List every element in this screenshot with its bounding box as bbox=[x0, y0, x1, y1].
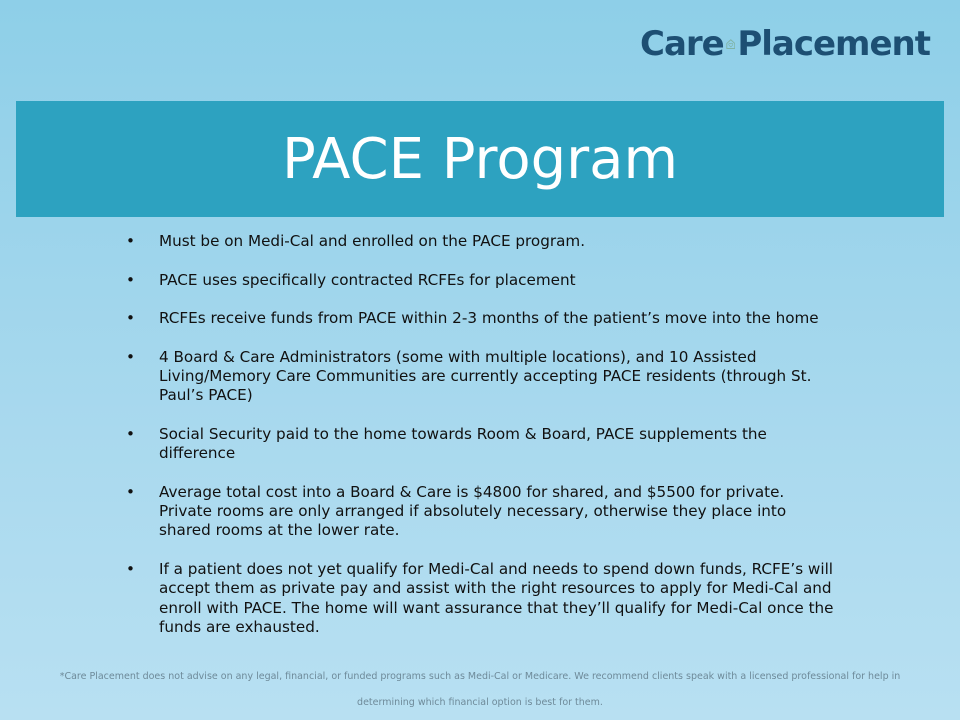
bullet-text: Social Security paid to the home towards Room & Board, PACE supplements the difference bbox=[159, 424, 767, 463]
bullet-text: 4 Board & Care Administrators (some with multiple locations), and 10 Assisted Living/Memory Care Communities are currently accepting PACE residents (through St. Paul’s PACE) bbox=[159, 347, 812, 405]
bullet-text: Average total cost into a Board & Care is $4800 for shared, and $5500 for private. Private rooms are only arranged if absolutely necessary, otherwise they place into shared rooms at the lower rate. bbox=[159, 482, 787, 540]
bullet-text: RCFEs receive funds from PACE within 2-3 months of the patient’s move into the home bbox=[159, 309, 819, 328]
title-band bbox=[16, 101, 944, 217]
bullet-glyph: • bbox=[126, 560, 135, 579]
house-heart-icon bbox=[726, 24, 736, 64]
bullet-glyph: • bbox=[126, 424, 135, 443]
bullet-glyph: • bbox=[126, 270, 135, 289]
bullet-item bbox=[126, 271, 836, 290]
page-title: PACE Program bbox=[281, 126, 679, 192]
footnote-line-1: *Care Placement does not advise on any legal, financial, or funded programs such as Medi-Cal or Medicare. We recommend clients speak with a licensed professional for help in bbox=[59, 671, 901, 682]
bullet-text: If a patient does not yet qualify for Medi-Cal and needs to spend down funds, RCFE’s will accept them as private pay and assist with the right resources to apply for Medi-Cal and enroll with PACE. The home will want assurance that they’ll qualify for Medi-Cal once the funds are exhausted. bbox=[159, 560, 834, 636]
bullet-glyph: • bbox=[126, 232, 135, 250]
bullet-glyph: • bbox=[126, 347, 135, 366]
bullet-text: Must be on Medi-Cal and enrolled on the PACE program. bbox=[159, 232, 586, 250]
bullet-glyph: • bbox=[126, 309, 135, 328]
logo-text-placement: Placement bbox=[737, 24, 930, 64]
bullet-item bbox=[126, 309, 836, 328]
logo-text-care: Care bbox=[640, 24, 724, 64]
bullet-item bbox=[126, 425, 836, 464]
bullet-list bbox=[126, 232, 836, 657]
footnote-line-2: determining which financial option is best for them. bbox=[357, 697, 603, 708]
bullet-item bbox=[126, 560, 836, 637]
bullet-item bbox=[126, 483, 836, 541]
bullet-item bbox=[126, 232, 836, 251]
disclaimer-footnote bbox=[20, 664, 940, 716]
bullet-item bbox=[126, 348, 836, 406]
care-placement-logo bbox=[640, 22, 930, 66]
bullet-text: PACE uses specifically contracted RCFEs for placement bbox=[159, 270, 576, 289]
bullet-glyph: • bbox=[126, 482, 135, 501]
